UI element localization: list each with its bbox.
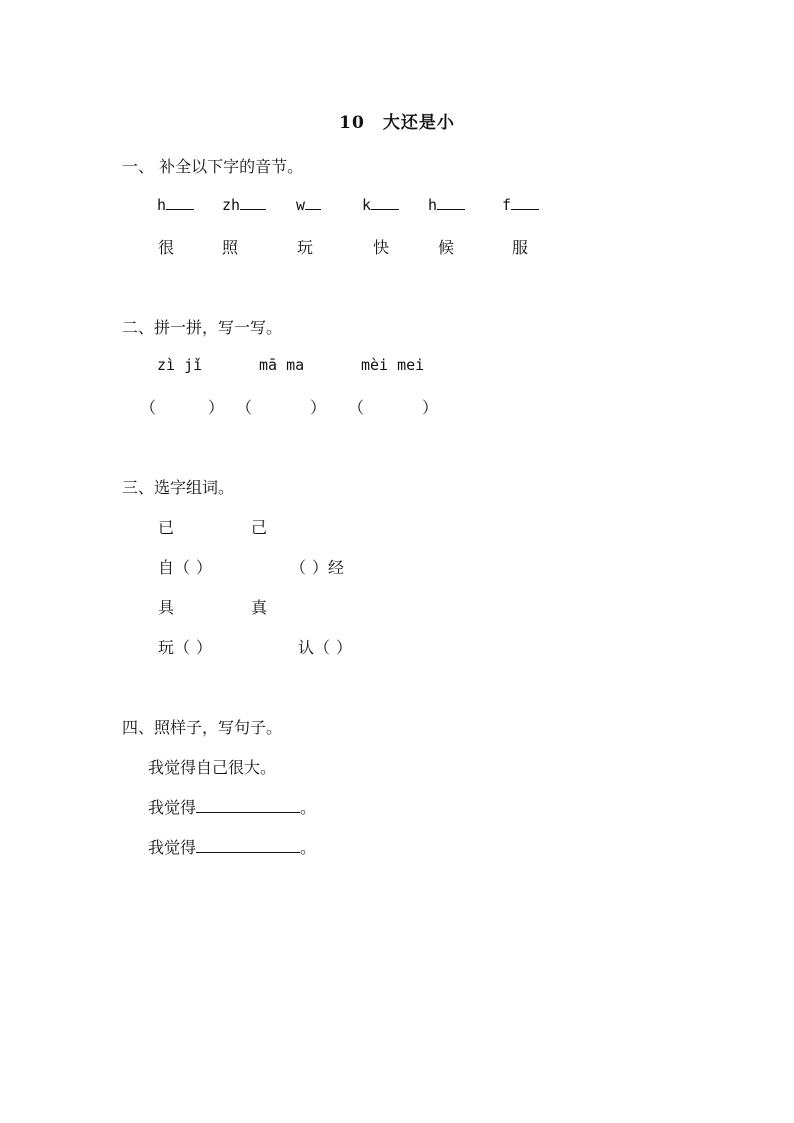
word-blank-4[interactable] bbox=[298, 635, 352, 658]
bracket-open: （ bbox=[290, 558, 307, 577]
sentence-blank-2[interactable] bbox=[148, 835, 316, 858]
answer-bracket-3-close: ） bbox=[422, 398, 439, 417]
word-prefix: 自 bbox=[158, 558, 175, 577]
sentence-prompt: 我觉得 bbox=[148, 798, 197, 817]
sentence-prompt: 我觉得 bbox=[148, 838, 197, 857]
section-4-heading: 四、照样子，写句子。 bbox=[122, 718, 283, 737]
answer-line bbox=[196, 852, 300, 853]
bracket-close: ） bbox=[196, 558, 213, 577]
answer-line bbox=[437, 209, 465, 210]
answer-bracket-1-close: ） bbox=[208, 398, 225, 417]
answer-line bbox=[371, 209, 399, 210]
word-blank-1[interactable] bbox=[158, 555, 212, 578]
answer-line bbox=[511, 209, 539, 210]
word-blank-3[interactable] bbox=[158, 635, 212, 658]
char-2: 照 bbox=[222, 238, 239, 257]
pinyin-2: mā ma bbox=[259, 356, 305, 374]
bracket-open: （ bbox=[314, 638, 331, 657]
char-5: 候 bbox=[438, 238, 455, 257]
section-3-heading: 三、选字组词。 bbox=[122, 478, 235, 497]
end-mark: 。 bbox=[300, 838, 317, 857]
initial-text: zh bbox=[222, 196, 241, 214]
choice-char-1: 已 bbox=[158, 518, 175, 537]
section-2-heading: 二、拼一拼，写一写。 bbox=[122, 318, 283, 337]
section-1-heading: 一、 补全以下字的音节。 bbox=[122, 157, 304, 176]
syllable-blank-1[interactable] bbox=[157, 196, 194, 214]
syllable-blank-4[interactable] bbox=[362, 196, 399, 214]
pinyin-1: zì jǐ bbox=[157, 356, 203, 374]
bracket-open: （ bbox=[174, 638, 191, 657]
choice-char-4: 真 bbox=[251, 598, 268, 617]
initial-text: w bbox=[296, 196, 306, 214]
char-3: 玩 bbox=[297, 238, 314, 257]
word-prefix: 玩 bbox=[158, 638, 175, 657]
initial-text: h bbox=[428, 196, 438, 214]
syllable-blank-3[interactable] bbox=[296, 196, 321, 214]
choice-char-3: 具 bbox=[158, 598, 175, 617]
char-1: 很 bbox=[158, 238, 175, 257]
answer-line bbox=[240, 209, 266, 210]
syllable-blank-2[interactable] bbox=[222, 196, 266, 214]
word-blank-2[interactable] bbox=[290, 555, 344, 578]
bracket-close: ） bbox=[312, 558, 329, 577]
bracket-close: ） bbox=[196, 638, 213, 657]
word-prefix: 认 bbox=[298, 638, 315, 657]
char-4: 快 bbox=[373, 238, 390, 257]
answer-bracket-2-open[interactable]: （ bbox=[236, 398, 253, 417]
bracket-open: （ bbox=[174, 558, 191, 577]
pinyin-3: mèi mei bbox=[361, 356, 425, 374]
syllable-blank-5[interactable] bbox=[428, 196, 465, 214]
choice-char-2: 己 bbox=[251, 518, 268, 537]
answer-bracket-2-close: ） bbox=[310, 398, 327, 417]
answer-line bbox=[166, 209, 194, 210]
initial-text: h bbox=[157, 196, 167, 214]
sentence-blank-1[interactable] bbox=[148, 795, 316, 818]
answer-bracket-1-open[interactable]: （ bbox=[140, 398, 157, 417]
char-6: 服 bbox=[512, 238, 529, 257]
page-title: 10 大还是小 bbox=[339, 113, 455, 133]
answer-line bbox=[305, 209, 321, 210]
initial-text: f bbox=[502, 196, 512, 214]
syllable-blank-6[interactable] bbox=[502, 196, 539, 214]
example-sentence: 我觉得自己很大。 bbox=[148, 758, 277, 777]
answer-bracket-3-open[interactable]: （ bbox=[348, 398, 365, 417]
word-suffix: 经 bbox=[328, 558, 345, 577]
initial-text: k bbox=[362, 196, 372, 214]
bracket-close: ） bbox=[336, 638, 353, 657]
answer-line bbox=[196, 812, 300, 813]
end-mark: 。 bbox=[300, 798, 317, 817]
